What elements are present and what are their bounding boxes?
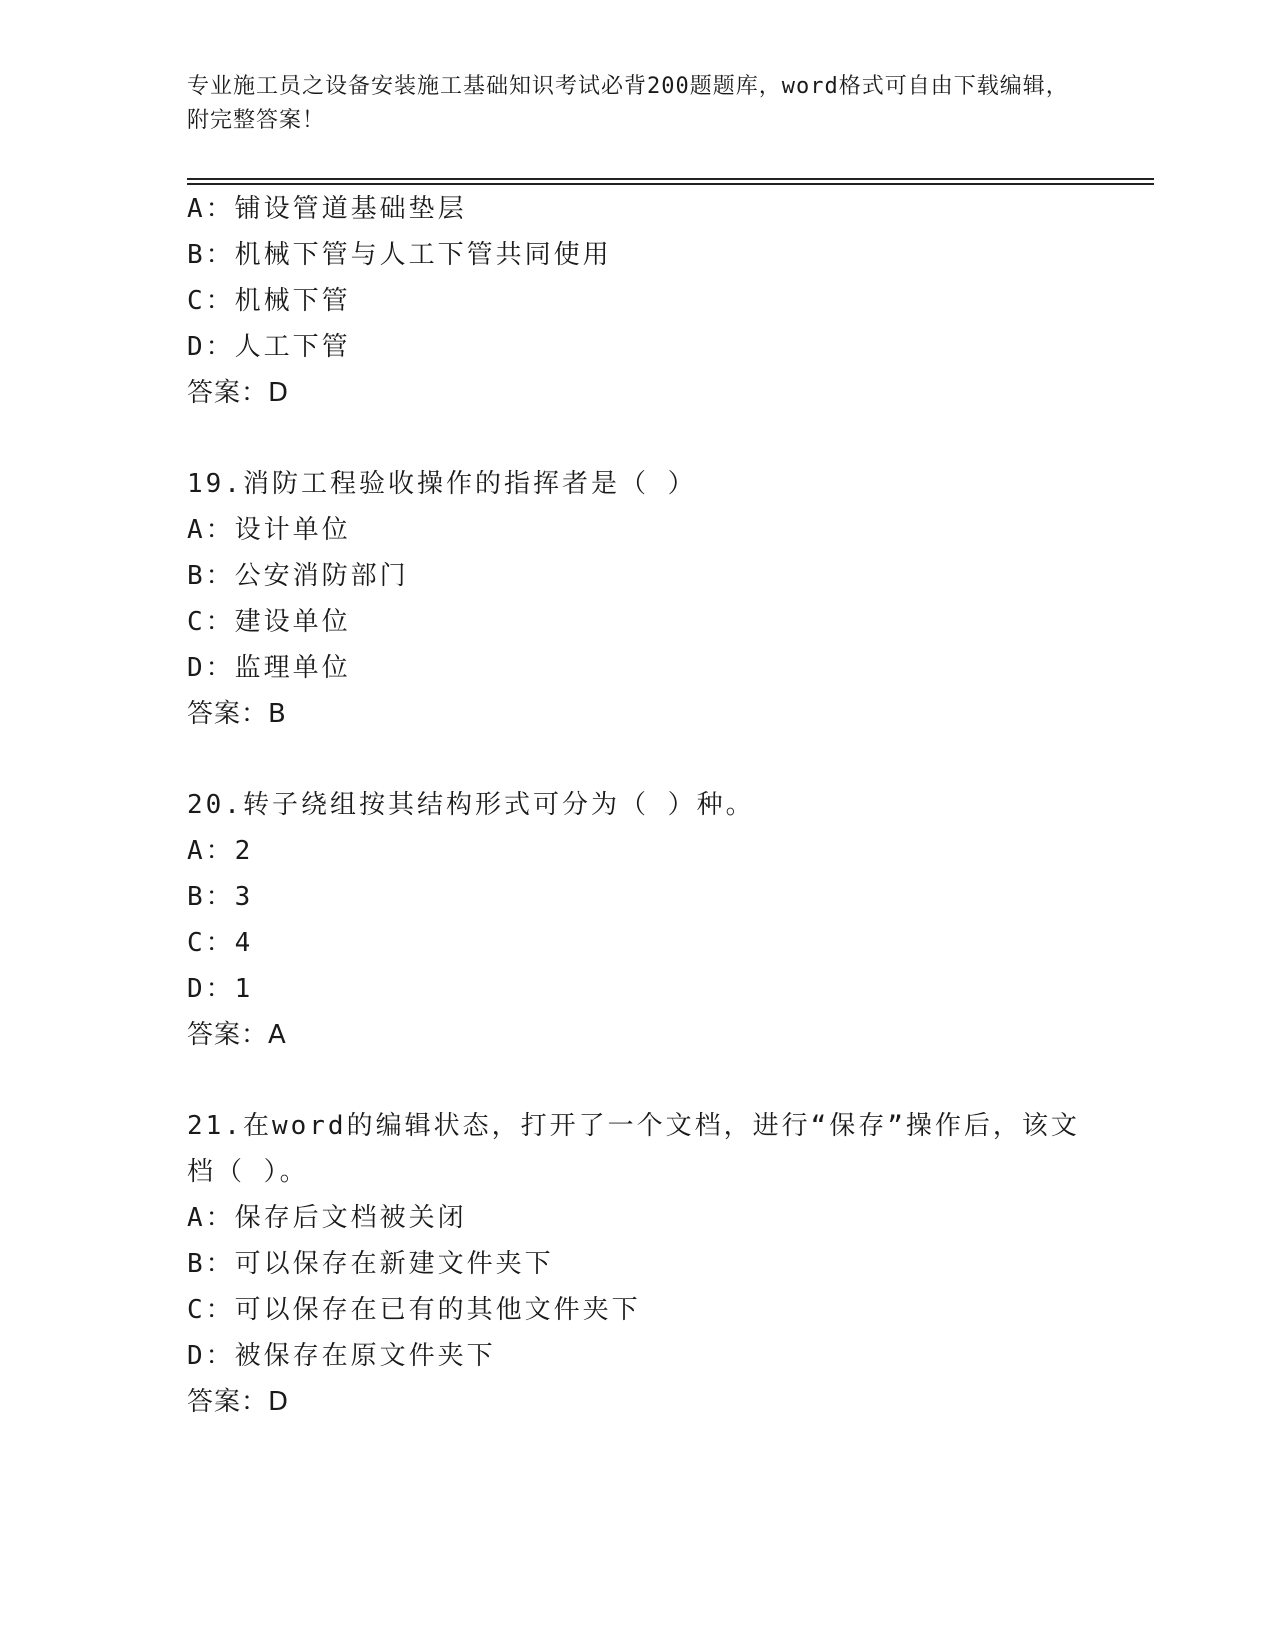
answer-line: 答案：A bbox=[187, 1020, 287, 1050]
question-18-block bbox=[187, 186, 1087, 416]
question-21-block bbox=[187, 1103, 1087, 1425]
option-c: C：机械下管 bbox=[187, 286, 351, 316]
question-stem: 19.消防工程验收操作的指挥者是（ ） bbox=[187, 469, 697, 499]
spacer bbox=[187, 416, 1087, 461]
option-d: D：1 bbox=[187, 974, 254, 1004]
option-a: A：2 bbox=[187, 836, 254, 866]
header-divider-top bbox=[187, 178, 1154, 180]
option-b: B：3 bbox=[187, 882, 254, 912]
question-stem: 20.转子绕组按其结构形式可分为（ ）种。 bbox=[187, 790, 755, 820]
document-title: 专业施工员之设备安装施工基础知识考试必背200题题库，word格式可自由下载编辑，附完整答案！ bbox=[187, 74, 1069, 133]
option-a: A：保存后文档被关闭 bbox=[187, 1203, 467, 1233]
option-b: B：可以保存在新建文件夹下 bbox=[187, 1249, 554, 1279]
option-c: C：4 bbox=[187, 928, 254, 958]
option-d: D：人工下管 bbox=[187, 332, 351, 362]
option-c: C：建设单位 bbox=[187, 607, 351, 637]
option-a: A：铺设管道基础垫层 bbox=[187, 194, 467, 224]
option-c: C：可以保存在已有的其他文件夹下 bbox=[187, 1295, 641, 1325]
question-20-block bbox=[187, 782, 1087, 1058]
question-19-block bbox=[187, 461, 1087, 737]
answer-line: 答案：D bbox=[187, 378, 290, 408]
spacer bbox=[187, 737, 1087, 782]
option-b: B：公安消防部门 bbox=[187, 561, 409, 591]
answer-line: 答案：D bbox=[187, 1387, 290, 1417]
option-a: A：设计单位 bbox=[187, 515, 351, 545]
answer-line: 答案：B bbox=[187, 699, 287, 729]
question-list bbox=[187, 186, 1087, 1425]
spacer bbox=[187, 1058, 1087, 1103]
option-b: B：机械下管与人工下管共同使用 bbox=[187, 240, 612, 270]
option-d: D：被保存在原文件夹下 bbox=[187, 1341, 496, 1371]
option-d: D：监理单位 bbox=[187, 653, 351, 683]
question-stem: 21.在word的编辑状态，打开了一个文档，进行“保存”操作后，该文档（ ）。 bbox=[187, 1111, 1080, 1187]
header-divider-bottom bbox=[187, 183, 1154, 185]
